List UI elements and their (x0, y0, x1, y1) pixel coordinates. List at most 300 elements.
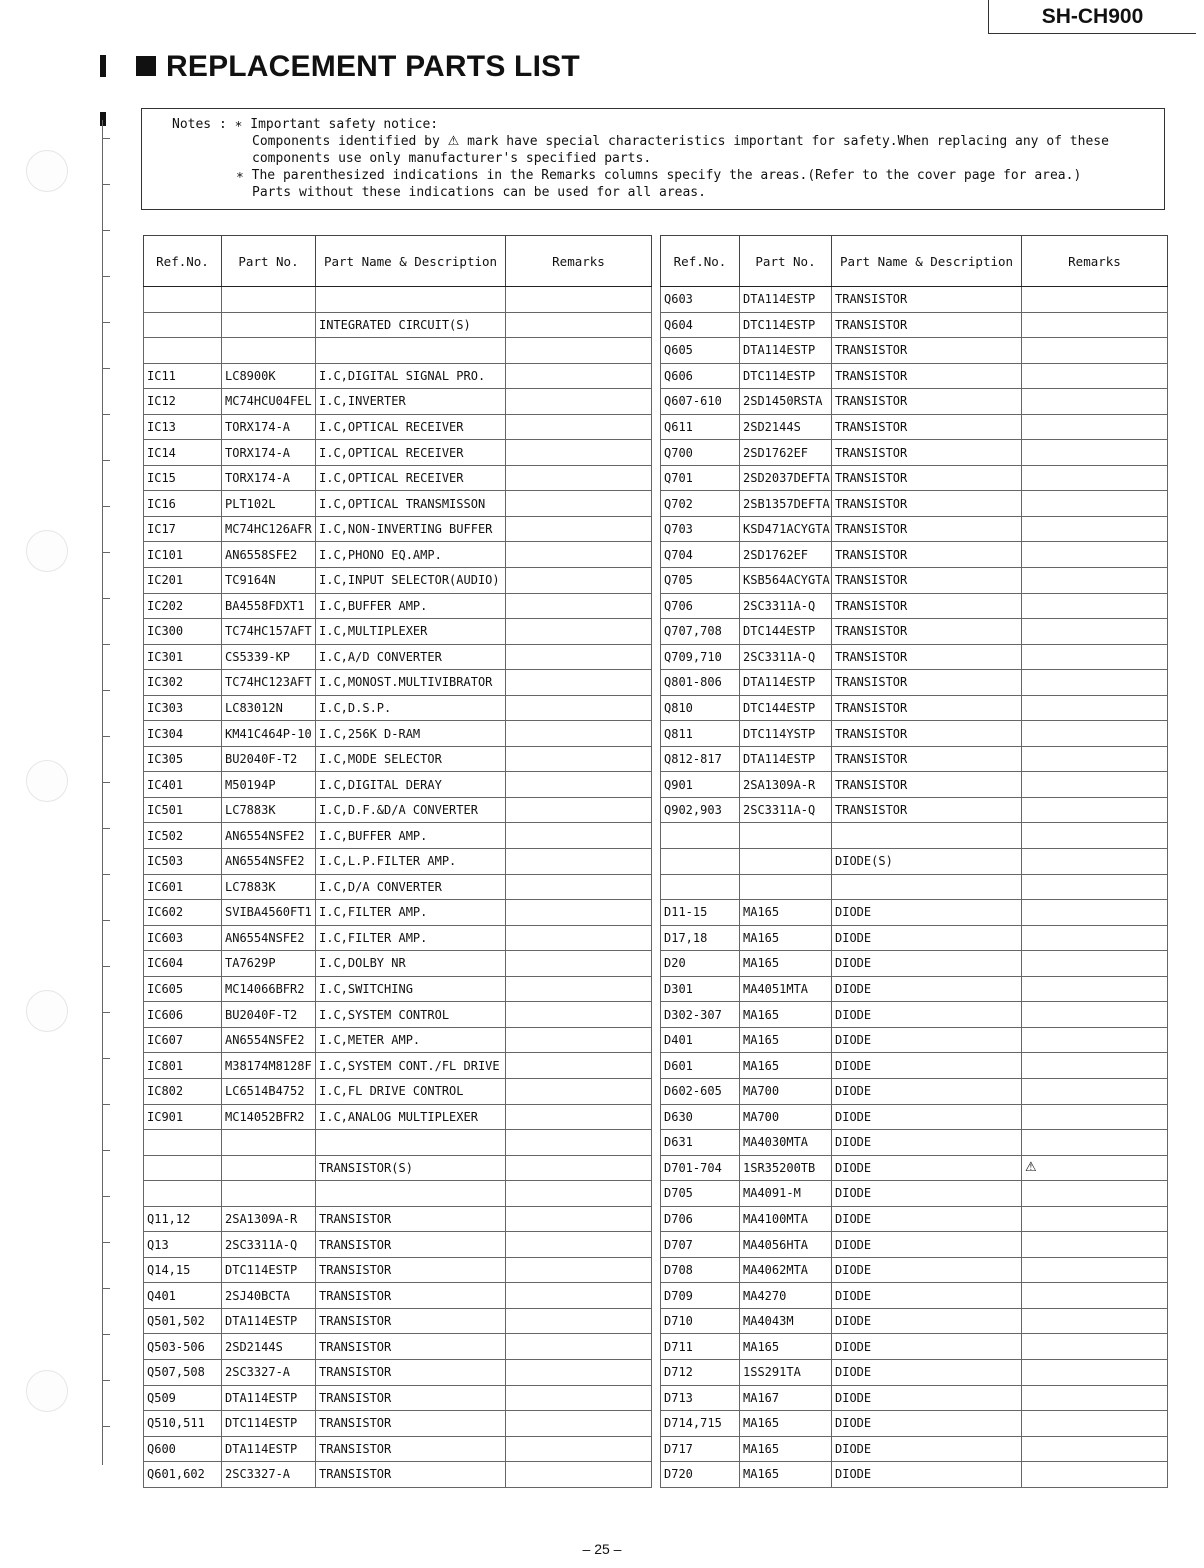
cell-ref (144, 1130, 222, 1156)
notes-safety-line1-post: mark have special characteristics important for safety.When replacing any of these (467, 134, 1109, 149)
cell-ref: Q703 (661, 516, 740, 542)
cell-part: MC14066BFR2 (222, 976, 316, 1002)
cell-part (222, 287, 316, 313)
cell-part: DTA114ESTP (222, 1436, 316, 1462)
cell-part: AN6554NSFE2 (222, 1027, 316, 1053)
cell-ref: Q801-806 (661, 670, 740, 696)
square-bullet-icon (136, 56, 156, 76)
table-row (144, 1181, 652, 1207)
cell-remarks (506, 951, 652, 977)
cell-part: MA700 (740, 1104, 832, 1130)
table-row (144, 1334, 652, 1360)
cell-name: TRANSISTOR (832, 338, 1022, 364)
cell-remarks (1022, 1385, 1168, 1411)
cell-name: I.C,DIGITAL DERAY (316, 772, 506, 798)
cell-part: 2SC3327-A (222, 1359, 316, 1385)
cell-ref: IC503 (144, 849, 222, 875)
cell-name: TRANSISTOR (316, 1436, 506, 1462)
table-row (144, 823, 652, 849)
table-row (144, 976, 652, 1002)
cell-name (316, 338, 506, 364)
cell-ref: IC601 (144, 874, 222, 900)
cell-ref: D714,715 (661, 1411, 740, 1437)
margin-tick (102, 1104, 110, 1105)
cell-ref: Q604 (661, 312, 740, 338)
notes-safety-line1-pre: Components identified by (252, 134, 440, 149)
cell-name: TRANSISTOR (316, 1232, 506, 1258)
cell-ref: Q11,12 (144, 1206, 222, 1232)
cell-part: 2SJ40BCTA (222, 1283, 316, 1309)
col-header-remarks: Remarks (1022, 236, 1168, 287)
cell-remarks (1022, 542, 1168, 568)
cell-ref: IC501 (144, 797, 222, 823)
cell-name: TRANSISTOR (832, 721, 1022, 747)
cell-ref: IC304 (144, 721, 222, 747)
cell-ref: D401 (661, 1027, 740, 1053)
cell-part (222, 312, 316, 338)
table-row (144, 695, 652, 721)
cell-part: MA165 (740, 1436, 832, 1462)
table-row (144, 644, 652, 670)
table-row (661, 1308, 1168, 1334)
cell-part: MA167 (740, 1385, 832, 1411)
cell-remarks (1022, 363, 1168, 389)
col-header-ref: Ref.No. (144, 236, 222, 287)
cell-part: MC74HCU04FEL (222, 389, 316, 415)
cell-ref: IC202 (144, 593, 222, 619)
cell-part (222, 1181, 316, 1207)
table-row (144, 721, 652, 747)
cell-name: TRANSISTOR (832, 312, 1022, 338)
table-row (144, 516, 652, 542)
cell-part: MA4100MTA (740, 1206, 832, 1232)
cell-name: DIODE (832, 925, 1022, 951)
cell-remarks (1022, 900, 1168, 926)
margin-tick (102, 276, 110, 277)
page-number: – 25 – (582, 1541, 622, 1557)
cell-ref: Q704 (661, 542, 740, 568)
cell-name: TRANSISTOR (832, 363, 1022, 389)
table-row (661, 619, 1168, 645)
cell-part: MA4043M (740, 1308, 832, 1334)
table-row (661, 1359, 1168, 1385)
table-row (661, 746, 1168, 772)
table-row (661, 976, 1168, 1002)
cell-ref: Q901 (661, 772, 740, 798)
cell-part: MA165 (740, 1027, 832, 1053)
table-row (661, 1436, 1168, 1462)
cell-remarks (506, 593, 652, 619)
cell-ref: D630 (661, 1104, 740, 1130)
cell-ref: IC603 (144, 925, 222, 951)
cell-ref: IC13 (144, 414, 222, 440)
cell-name: I.C,METER AMP. (316, 1027, 506, 1053)
cell-part: 2SD2037DEFTA (740, 465, 832, 491)
table-row (661, 389, 1168, 415)
col-header-name: Part Name & Description (832, 236, 1022, 287)
cell-ref: D20 (661, 951, 740, 977)
cell-ref: IC802 (144, 1078, 222, 1104)
cell-remarks (506, 363, 652, 389)
cell-part: LC8900K (222, 363, 316, 389)
cell-name: I.C,MONOST.MULTIVIBRATOR (316, 670, 506, 696)
cell-part: DTA114ESTP (740, 746, 832, 772)
cell-remarks (506, 1283, 652, 1309)
cell-name: TRANSISTOR (316, 1334, 506, 1360)
table-row (661, 312, 1168, 338)
warning-triangle-icon: ⚠ (447, 134, 460, 149)
cell-name: DIODE (832, 976, 1022, 1002)
table-row (661, 542, 1168, 568)
table-row (661, 797, 1168, 823)
cell-remarks (506, 976, 652, 1002)
cell-name: DIODE (832, 1155, 1022, 1181)
binder-hole (26, 990, 68, 1032)
cell-part: MA165 (740, 1053, 832, 1079)
margin-mark (100, 112, 106, 126)
cell-ref: D301 (661, 976, 740, 1002)
cell-remarks (1022, 568, 1168, 594)
table-row (144, 1206, 652, 1232)
cell-ref: Q902,903 (661, 797, 740, 823)
col-header-part: Part No. (740, 236, 832, 287)
cell-name: TRANSISTOR (316, 1206, 506, 1232)
cell-name: TRANSISTOR (316, 1462, 506, 1488)
cell-part: TORX174-A (222, 414, 316, 440)
table-row (661, 670, 1168, 696)
cell-remarks (1022, 1130, 1168, 1156)
cell-name: DIODE (832, 1308, 1022, 1334)
cell-ref: Q507,508 (144, 1359, 222, 1385)
cell-remarks (506, 1053, 652, 1079)
cell-part: DTC114YSTP (740, 721, 832, 747)
cell-remarks (506, 772, 652, 798)
cell-remarks (1022, 670, 1168, 696)
cell-name: DIODE (832, 1334, 1022, 1360)
cell-part: MA4056HTA (740, 1232, 832, 1258)
cell-part: M38174M8128F (222, 1053, 316, 1079)
cell-name: TRANSISTOR (832, 746, 1022, 772)
cell-remarks (506, 389, 652, 415)
cell-remarks (506, 925, 652, 951)
table-row (661, 772, 1168, 798)
cell-part: CS5339-KP (222, 644, 316, 670)
cell-part: DTA114ESTP (222, 1385, 316, 1411)
cell-name: TRANSISTOR (832, 414, 1022, 440)
cell-name (316, 287, 506, 313)
cell-ref: Q603 (661, 287, 740, 313)
cell-remarks (1022, 925, 1168, 951)
bullet-icon: ∗ (236, 168, 252, 183)
cell-remarks (1022, 1053, 1168, 1079)
cell-name: TRANSISTOR (832, 772, 1022, 798)
binder-hole (26, 760, 68, 802)
cell-part: 2SA1309A-R (222, 1206, 316, 1232)
cell-ref: D713 (661, 1385, 740, 1411)
cell-remarks (1022, 1308, 1168, 1334)
cell-name: DIODE (832, 1130, 1022, 1156)
notes-safety-line2: components use only manufacturer's specified parts. (252, 151, 652, 166)
cell-remarks (1022, 389, 1168, 415)
cell-part: TC74HC157AFT (222, 619, 316, 645)
cell-name (832, 874, 1022, 900)
cell-part: MA165 (740, 1411, 832, 1437)
cell-remarks (506, 440, 652, 466)
table-row (661, 440, 1168, 466)
cell-ref: IC301 (144, 644, 222, 670)
cell-ref: Q13 (144, 1232, 222, 1258)
cell-ref: Q607-610 (661, 389, 740, 415)
cell-name: I.C,256K D-RAM (316, 721, 506, 747)
table-row (661, 1232, 1168, 1258)
cell-name: I.C,INVERTER (316, 389, 506, 415)
cell-remarks (506, 465, 652, 491)
table-row (661, 925, 1168, 951)
cell-part: KSD471ACYGTA (740, 516, 832, 542)
cell-remarks (1022, 1462, 1168, 1488)
cell-ref: D17,18 (661, 925, 740, 951)
table-row (144, 542, 652, 568)
cell-ref: IC12 (144, 389, 222, 415)
cell-part: BU2040F-T2 (222, 746, 316, 772)
cell-name (316, 1130, 506, 1156)
cell-ref: Q606 (661, 363, 740, 389)
binder-hole (26, 1370, 68, 1412)
cell-name: DIODE (832, 1462, 1022, 1488)
cell-name: I.C,DOLBY NR (316, 951, 506, 977)
table-row (144, 797, 652, 823)
cell-ref: IC302 (144, 670, 222, 696)
cell-ref: IC303 (144, 695, 222, 721)
cell-remarks (1022, 1155, 1168, 1181)
cell-ref: D712 (661, 1359, 740, 1385)
table-row (144, 1462, 652, 1488)
notes-label: Notes : (172, 117, 227, 132)
cell-ref: IC305 (144, 746, 222, 772)
cell-part (222, 1155, 316, 1181)
cell-part: MA4062MTA (740, 1257, 832, 1283)
cell-ref: D711 (661, 1334, 740, 1360)
cell-name: I.C,SYSTEM CONTROL (316, 1002, 506, 1028)
model-number: SH-CH900 (988, 0, 1196, 34)
cell-part: DTA114ESTP (740, 670, 832, 696)
cell-remarks (506, 414, 652, 440)
cell-ref: IC101 (144, 542, 222, 568)
cell-part: 2SD2144S (222, 1334, 316, 1360)
cell-ref: Q705 (661, 568, 740, 594)
cell-ref: Q601,602 (144, 1462, 222, 1488)
cell-name: TRANSISTOR (832, 568, 1022, 594)
cell-name: TRANSISTOR (316, 1308, 506, 1334)
table-row (144, 772, 652, 798)
table-row (661, 593, 1168, 619)
cell-remarks (506, 900, 652, 926)
cell-remarks (506, 619, 652, 645)
page-title (100, 50, 580, 84)
table-body (661, 287, 1168, 1488)
cell-name: I.C,D/A CONVERTER (316, 874, 506, 900)
cell-ref: D707 (661, 1232, 740, 1258)
page-title-text: REPLACEMENT PARTS LIST (166, 50, 580, 83)
cell-remarks (1022, 1104, 1168, 1130)
cell-name: I.C,FILTER AMP. (316, 925, 506, 951)
table-row (661, 951, 1168, 977)
cell-ref: IC11 (144, 363, 222, 389)
cell-name: I.C,OPTICAL RECEIVER (316, 414, 506, 440)
cell-name: DIODE (832, 1078, 1022, 1104)
parts-table-left (143, 235, 652, 1488)
cell-remarks (1022, 1078, 1168, 1104)
cell-ref: IC14 (144, 440, 222, 466)
cell-name: I.C,PHONO EQ.AMP. (316, 542, 506, 568)
cell-name: I.C,D.F.&D/A CONVERTER (316, 797, 506, 823)
cell-name: TRANSISTOR (832, 670, 1022, 696)
cell-remarks (506, 312, 652, 338)
table-row (144, 338, 652, 364)
cell-part: TA7629P (222, 951, 316, 977)
cell-remarks (1022, 593, 1168, 619)
cell-part: TORX174-A (222, 465, 316, 491)
table-row (661, 644, 1168, 670)
cell-remarks (1022, 746, 1168, 772)
table-row (144, 900, 652, 926)
cell-remarks (506, 670, 652, 696)
cell-part: AN6554NSFE2 (222, 823, 316, 849)
cell-remarks (1022, 440, 1168, 466)
table-row (661, 1257, 1168, 1283)
table-row (661, 1155, 1168, 1181)
cell-part: BU2040F-T2 (222, 1002, 316, 1028)
cell-name: TRANSISTOR (832, 593, 1022, 619)
cell-part: BA4558FDXT1 (222, 593, 316, 619)
cell-remarks (506, 721, 652, 747)
cell-part: DTA114ESTP (222, 1308, 316, 1334)
cell-name: DIODE (832, 1436, 1022, 1462)
cell-name: I.C,DIGITAL SIGNAL PRO. (316, 363, 506, 389)
cell-ref: Q600 (144, 1436, 222, 1462)
table-row (144, 1257, 652, 1283)
table-row (144, 1283, 652, 1309)
cell-name: TRANSISTOR (832, 491, 1022, 517)
table-row (661, 465, 1168, 491)
cell-ref (144, 312, 222, 338)
margin-tick (102, 1288, 110, 1289)
table-row (661, 568, 1168, 594)
cell-ref: IC300 (144, 619, 222, 645)
cell-name: I.C,OPTICAL RECEIVER (316, 440, 506, 466)
cell-name: I.C,A/D CONVERTER (316, 644, 506, 670)
table-row (661, 1462, 1168, 1488)
cell-part: LC83012N (222, 695, 316, 721)
cell-name: DIODE (832, 1411, 1022, 1437)
margin-tick (102, 506, 110, 507)
margin-tick (102, 230, 110, 231)
cell-name: DIODE (832, 1002, 1022, 1028)
cell-ref (144, 338, 222, 364)
cell-part: MA4270 (740, 1283, 832, 1309)
cell-remarks (1022, 976, 1168, 1002)
notes-area-line1: The parenthesized indications in the Remarks columns specify the areas.(Refer to the cover page for area.) (251, 168, 1082, 183)
cell-part: 2SD1762EF (740, 440, 832, 466)
cell-part: TORX174-A (222, 440, 316, 466)
table-row (144, 389, 652, 415)
table-row (661, 823, 1168, 849)
cell-part: TC9164N (222, 568, 316, 594)
cell-ref: D720 (661, 1462, 740, 1488)
cell-remarks (1022, 465, 1168, 491)
cell-name: DIODE (832, 1027, 1022, 1053)
cell-part: 2SC3327-A (222, 1462, 316, 1488)
cell-name: DIODE (832, 1232, 1022, 1258)
cell-remarks (506, 849, 652, 875)
cell-part: 2SB1357DEFTA (740, 491, 832, 517)
cell-remarks (1022, 1206, 1168, 1232)
cell-part (740, 823, 832, 849)
cell-part (740, 849, 832, 875)
cell-part: KM41C464P-10 (222, 721, 316, 747)
cell-remarks (1022, 1334, 1168, 1360)
cell-ref: D705 (661, 1181, 740, 1207)
cell-remarks (506, 542, 652, 568)
cell-part: 1SS291TA (740, 1359, 832, 1385)
cell-remarks (1022, 695, 1168, 721)
notes-safety-heading: Important safety notice: (250, 117, 439, 132)
cell-name: TRANSISTOR (832, 695, 1022, 721)
cell-part: 2SC3311A-Q (222, 1232, 316, 1258)
cell-remarks (506, 1104, 652, 1130)
cell-part: 2SD1450RSTA (740, 389, 832, 415)
cell-part: AN6558SFE2 (222, 542, 316, 568)
cell-ref: IC401 (144, 772, 222, 798)
cell-remarks (1022, 414, 1168, 440)
cell-remarks (506, 797, 652, 823)
cell-part: 2SD2144S (740, 414, 832, 440)
cell-part: MA4051MTA (740, 976, 832, 1002)
margin-tick (102, 184, 110, 185)
cell-name: I.C,D.S.P. (316, 695, 506, 721)
margin-tick (102, 644, 110, 645)
cell-ref: Q509 (144, 1385, 222, 1411)
cell-name: TRANSISTOR (832, 797, 1022, 823)
cell-ref: Q14,15 (144, 1257, 222, 1283)
notes-area-line2: Parts without these indications can be used for all areas. (252, 185, 706, 200)
cell-part: MA165 (740, 1334, 832, 1360)
cell-ref: IC16 (144, 491, 222, 517)
cell-part: MA4091-M (740, 1181, 832, 1207)
cell-ref: D709 (661, 1283, 740, 1309)
margin-tick (102, 460, 110, 461)
table-row (661, 695, 1168, 721)
table-row (144, 1027, 652, 1053)
table-row (661, 849, 1168, 875)
cell-name: TRANSISTOR (832, 542, 1022, 568)
table-row (144, 440, 652, 466)
table-row (144, 619, 652, 645)
cell-name: I.C,FILTER AMP. (316, 900, 506, 926)
cell-remarks (1022, 849, 1168, 875)
cell-name: DIODE (832, 1053, 1022, 1079)
cell-name: I.C,MULTIPLEXER (316, 619, 506, 645)
col-header-part: Part No. (222, 236, 316, 287)
cell-remarks (1022, 1232, 1168, 1258)
cell-part: AN6554NSFE2 (222, 849, 316, 875)
margin-tick (102, 690, 110, 691)
cell-remarks (506, 1232, 652, 1258)
table-row (144, 925, 652, 951)
margin-tick (102, 736, 110, 737)
cell-name: TRANSISTOR (832, 440, 1022, 466)
cell-ref: D631 (661, 1130, 740, 1156)
